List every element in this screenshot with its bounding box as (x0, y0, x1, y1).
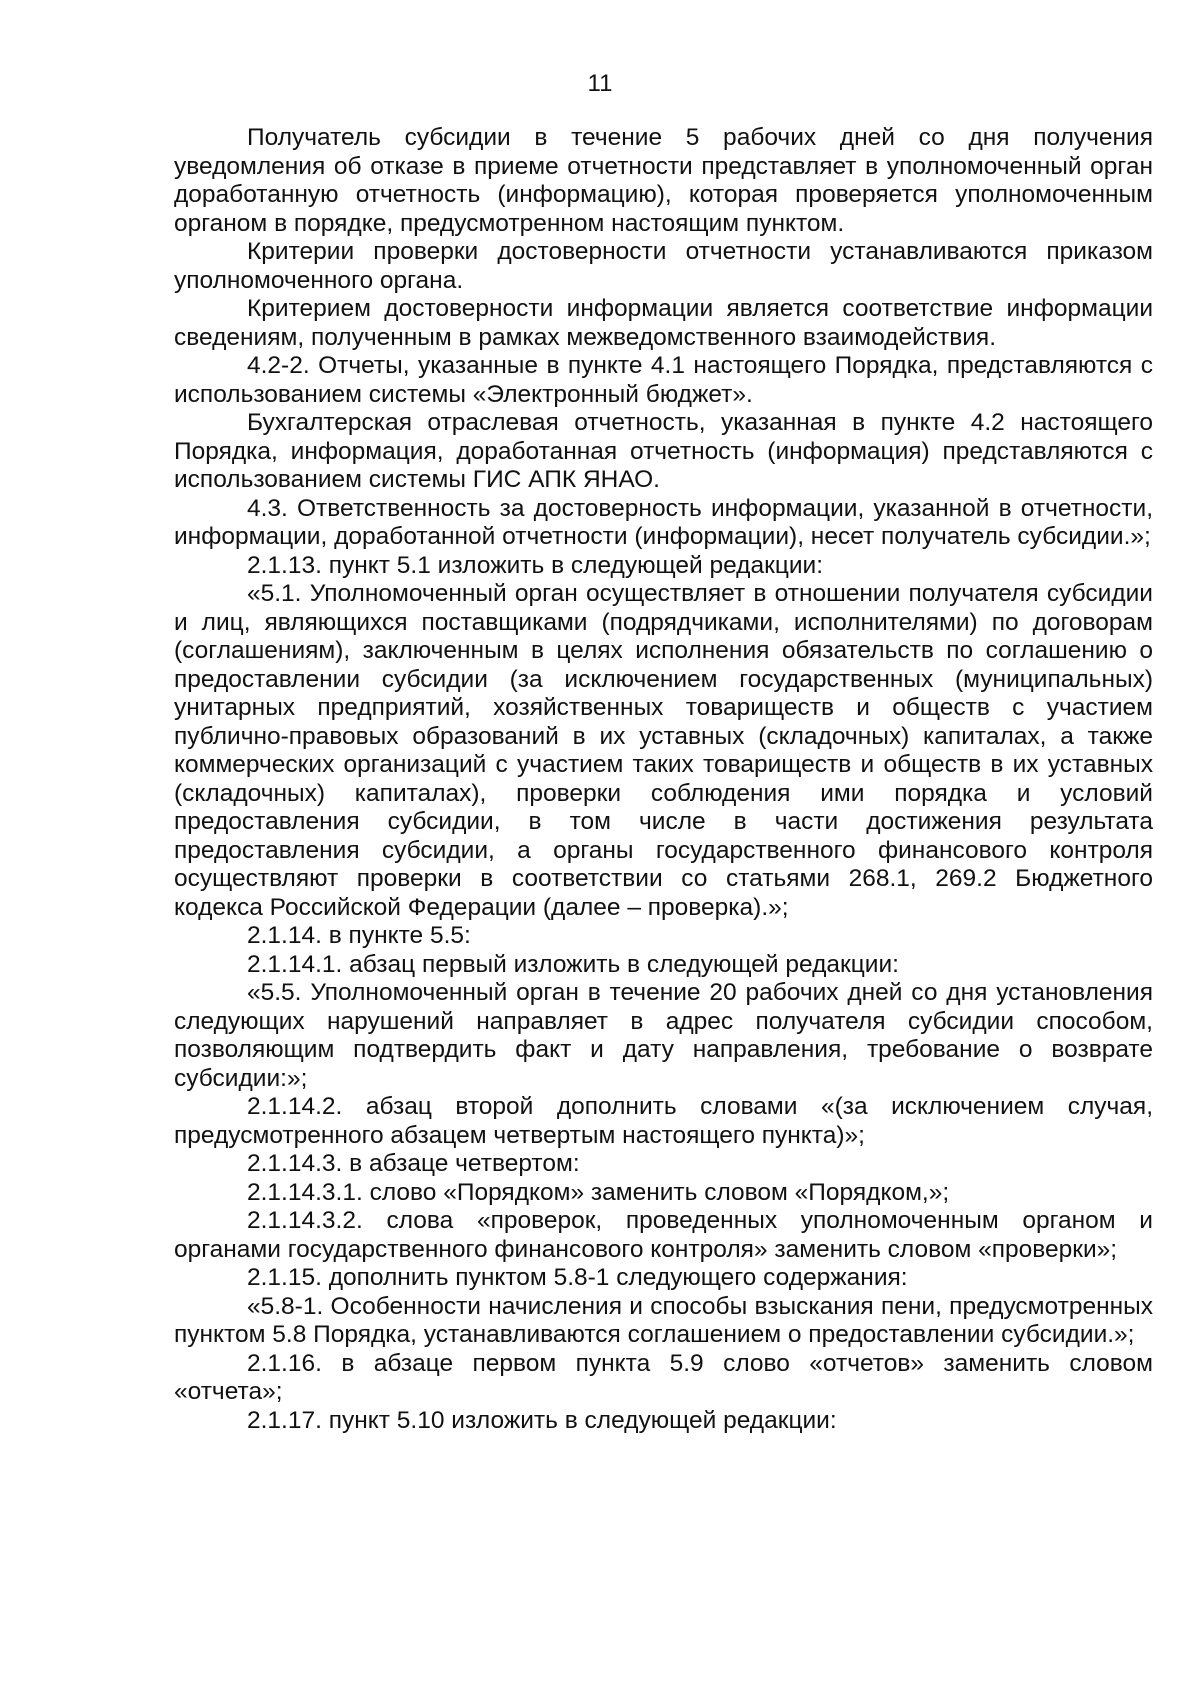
paragraph-4-2-2: 4.2-2. Отчеты, указанные в пункте 4.1 настоящего Порядка, представляются с использованием системы «Электронный бюджет». (174, 352, 1153, 408)
paragraph-2-1-13: 2.1.13. пункт 5.1 изложить в следующей редакции: (247, 551, 824, 579)
paragraph-2-1-14: 2.1.14. в пункте 5.5: (247, 922, 471, 949)
page-number: 11 (587, 70, 613, 97)
paragraph-2-1-17: 2.1.17. пункт 5.10 изложить в следующей редакции: (247, 1406, 837, 1434)
paragraph-2-1-16: 2.1.16. в абзаце первом пункта 5.9 слово «отчетов» заменить словом «отчета»; (174, 1349, 1153, 1405)
paragraph-5-1: «5.1. Уполномоченный орган осуществляет в отношении получателя субсидии и лиц, являющихся поставщиками (подрядчиками, исполнителями) по договорам (соглашениям), заключенным в целях исполнения обязательств по соглашению о предоставлении субсидии (за исключением государственных (муниципальных) унитарных предприятий, хозяйственных товариществ и обществ с участием публично-правовых образований в их уставных (складочных) капиталах, а также коммерческих организаций с участием таких товариществ и обществ в их уставных (складочных) капиталах), проверки соблюдения ими порядка и условий предоставления субсидии, в том числе в части достижения результата предоставления субсидии, а органы государственного финансового контроля осуществляют проверки в соответствии со статьями 268.1, 269.2 Бюджетного кодекса Российской Федерации (далее – проверка).»; (174, 580, 1153, 921)
paragraph-reliability-criterion: Критерием достоверности информации является соответствие информации сведениям, полученным в рамках межведомственного взаимодействия. (174, 295, 1153, 351)
paragraph-2-1-14-3-2: 2.1.14.3.2. слова «проверок, проведенных уполномоченным органом и органами государственного финансового контроля» заменить словом «проверки»; (174, 1207, 1153, 1263)
paragraph-2-1-14-3: 2.1.14.3. в абзаце четвертом: (247, 1150, 580, 1177)
paragraph-2-1-14-1: 2.1.14.1. абзац первый изложить в следующей редакции: (247, 950, 899, 978)
paragraph-verification-criteria: Критерии проверки достоверности отчетности устанавливаются приказом уполномоченного органа. (174, 238, 1153, 294)
document-body (174, 124, 1153, 1435)
paragraph-recipient-deadline: Получатель субсидии в течение 5 рабочих дней со дня получения уведомления об отказе в приеме отчетности представляет в уполномоченный орган доработанную отчетность (информацию), которая проверяется уполномоченным органом в порядке, предусмотренном настоящим пунктом. (174, 124, 1153, 237)
paragraph-2-1-14-3-1: 2.1.14.3.1. слово «Порядком» заменить словом «Порядком,»; (247, 1178, 950, 1206)
paragraph-5-8-1: «5.8-1. Особенности начисления и способы взыскания пени, предусмотренных пунктом 5.8 Порядка, устанавливаются соглашением о предоставлении субсидии.»; (174, 1292, 1153, 1348)
paragraph-2-1-14-2: 2.1.14.2. абзац второй дополнить словами «(за исключением случая, предусмотренного абзацем четвертым настоящего пункта)»; (174, 1093, 1153, 1149)
paragraph-5-5: «5.5. Уполномоченный орган в течение 20 рабочих дней со дня установления следующих нарушений направляет в адрес получателя субсидии способом, позволяющим подтвердить факт и дату направления, требование о возврате субсидии:»; (174, 979, 1153, 1092)
paragraph-4-3: 4.3. Ответственность за достоверность информации, указанной в отчетности, информации, доработанной отчетности (информации), несет получатель субсидии.»; (174, 494, 1153, 550)
paragraph-accounting-reports: Бухгалтерская отраслевая отчетность, указанная в пункте 4.2 настоящего Порядка, информация, доработанная отчетность (информация) представляются с использованием системы ГИС АПК ЯНАО. (174, 409, 1153, 493)
paragraph-2-1-15: 2.1.15. дополнить пунктом 5.8-1 следующего содержания: (247, 1264, 908, 1291)
